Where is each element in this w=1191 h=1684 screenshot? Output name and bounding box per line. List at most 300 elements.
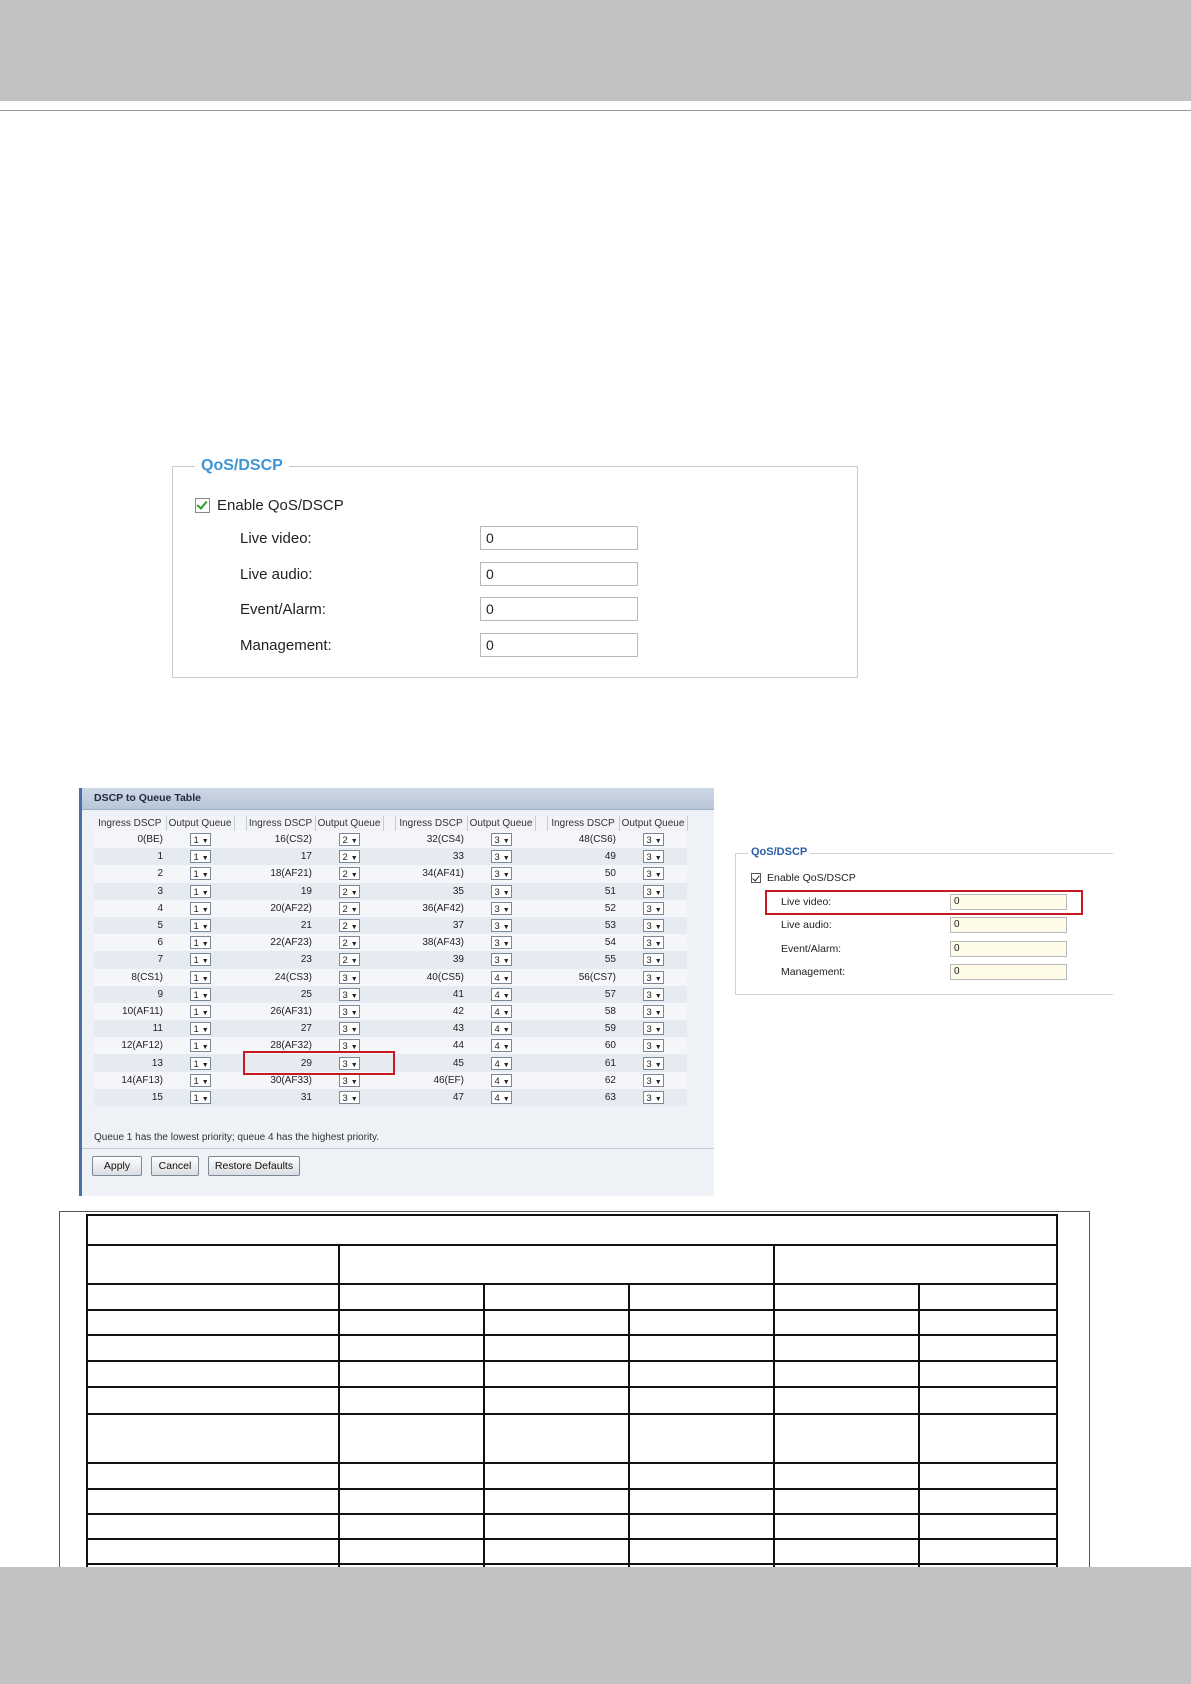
ingress-dscp-cell: 31 [246,1089,315,1106]
grid-cell [484,1514,629,1539]
dropdown-arrow-icon: ▼ [502,838,510,846]
ingress-dscp-cell: 20(AF22) [246,900,315,917]
column-spacer [383,816,395,831]
output-queue-select[interactable] [643,971,664,984]
output-queue-cell [315,934,383,951]
output-queue-select[interactable] [339,867,360,880]
ingress-dscp-cell: 59 [547,1020,619,1037]
queue-value: 1 [193,1092,199,1104]
output-queue-select[interactable] [491,936,512,949]
dropdown-arrow-icon: ▼ [201,1095,209,1103]
dropdown-arrow-icon: ▼ [201,1027,209,1035]
queue-value: 1 [193,835,199,847]
grid-cell [87,1284,339,1310]
ingress-dscp-cell: 5 [94,917,166,934]
grid-cell [629,1414,774,1463]
dscp-header-row [94,816,687,831]
grid-cell [629,1539,774,1564]
output-queue-select[interactable] [643,1074,664,1087]
output-queue-cell [315,900,383,917]
grid-cell [774,1335,919,1361]
grid-cell [484,1335,629,1361]
dscp-row [94,831,687,848]
output-queue-cell [166,831,234,848]
grid-cell [629,1361,774,1387]
queue-value: 3 [342,1075,348,1087]
column-spacer [234,1089,246,1106]
output-queue-select[interactable] [491,1005,512,1018]
column-spacer [383,934,395,951]
apply-button[interactable]: Apply [92,1156,142,1176]
output-queue-select[interactable] [339,919,360,932]
output-queue-select[interactable] [643,988,664,1001]
output-queue-select[interactable] [339,833,360,846]
highlight-live-video [765,890,1083,915]
output-queue-select[interactable] [190,1057,211,1070]
queue-value: 2 [342,835,348,847]
grid-row [87,1463,1057,1489]
grid-cell [339,1361,484,1387]
column-spacer [234,865,246,882]
small-live-audio-row [781,916,1067,934]
output-queue-cell [467,1054,535,1071]
cancel-button[interactable]: Cancel [151,1156,199,1176]
column-spacer [535,831,547,848]
output-queue-header: Output Queue [315,816,383,831]
column-spacer [234,986,246,1003]
output-queue-select[interactable] [643,919,664,932]
dscp-queue-panel [79,788,714,1196]
grid-cell [339,1245,774,1284]
small-live-video-label: Live video: [781,896,832,908]
queue-value: 3 [342,1092,348,1104]
grid-cell [629,1489,774,1514]
column-spacer [535,917,547,934]
queue-value: 1 [193,989,199,1001]
ingress-dscp-cell: 61 [547,1054,619,1071]
column-spacer [383,986,395,1003]
output-queue-select[interactable] [190,833,211,846]
ingress-dscp-header: Ingress DSCP [246,816,315,831]
output-queue-select[interactable] [339,1005,360,1018]
queue-value: 3 [646,955,652,967]
output-queue-cell [166,1037,234,1054]
output-queue-select[interactable] [491,1057,512,1070]
output-queue-select[interactable] [190,936,211,949]
highlight-af32-row [243,1051,395,1075]
small-management-row [781,963,1067,981]
column-spacer [535,934,547,951]
ingress-dscp-cell: 33 [395,848,467,865]
output-queue-cell [619,1020,687,1037]
queue-value: 3 [342,1058,348,1070]
dscp-row [94,1089,687,1106]
dropdown-arrow-icon: ▼ [201,958,209,966]
output-queue-cell [467,951,535,968]
output-queue-select[interactable] [190,1022,211,1035]
grid-cell [87,1361,339,1387]
output-queue-select[interactable] [190,1039,211,1052]
output-queue-select[interactable] [491,885,512,898]
queue-value: 2 [342,955,348,967]
queue-value: 3 [646,835,652,847]
grid-row [87,1387,1057,1414]
output-queue-cell [619,848,687,865]
queue-value: 1 [193,972,199,984]
output-queue-cell [166,969,234,986]
queue-value: 2 [342,938,348,950]
dropdown-arrow-icon: ▼ [201,1009,209,1017]
output-queue-cell [467,831,535,848]
dscp-panel-header [82,788,714,810]
output-queue-select[interactable] [643,1039,664,1052]
output-queue-select[interactable] [643,1057,664,1070]
ingress-dscp-cell: 26(AF31) [246,1003,315,1020]
queue-value: 3 [646,1041,652,1053]
dropdown-arrow-icon: ▼ [502,975,510,983]
column-spacer [383,1003,395,1020]
output-queue-select[interactable] [491,850,512,863]
small-management-input[interactable]: 0 [950,964,1067,980]
ingress-dscp-header: Ingress DSCP [94,816,166,831]
queue-value: 4 [494,1006,500,1018]
dropdown-arrow-icon: ▼ [201,941,209,949]
queue-value: 1 [193,886,199,898]
ingress-dscp-header: Ingress DSCP [395,816,467,831]
column-spacer [234,951,246,968]
output-queue-cell [166,848,234,865]
column-spacer [234,883,246,900]
small-live-video-input[interactable]: 0 [950,894,1067,910]
grid-cell [87,1245,339,1284]
grid-cell [339,1414,484,1463]
grid-row [87,1215,1057,1245]
output-queue-select[interactable] [339,885,360,898]
ingress-dscp-cell: 56(CS7) [547,969,619,986]
output-queue-select[interactable] [339,971,360,984]
output-queue-cell [166,951,234,968]
dscp-row [94,934,687,951]
output-queue-cell [619,1089,687,1106]
column-spacer [234,1020,246,1037]
column-spacer [535,883,547,900]
dropdown-arrow-icon: ▼ [654,1044,662,1052]
output-queue-cell [166,900,234,917]
output-queue-select[interactable] [491,1039,512,1052]
grid-cell [774,1539,919,1564]
ingress-dscp-cell: 48(CS6) [547,831,619,848]
live-audio-row [240,561,638,587]
qos-dscp-panel [172,457,858,678]
dropdown-arrow-icon: ▼ [654,1027,662,1035]
grid-cell [774,1310,919,1335]
column-spacer [535,900,547,917]
output-queue-cell [467,883,535,900]
ingress-dscp-cell: 12(AF12) [94,1037,166,1054]
output-queue-cell [166,917,234,934]
ingress-dscp-cell: 52 [547,900,619,917]
column-spacer [234,1003,246,1020]
output-queue-cell [619,831,687,848]
grid-row [87,1245,1057,1284]
dropdown-arrow-icon: ▼ [654,838,662,846]
ingress-dscp-cell: 57 [547,986,619,1003]
queue-value: 3 [646,938,652,950]
live-audio-label: Live audio: [240,565,313,583]
output-queue-select[interactable] [491,971,512,984]
grid-cell [87,1310,339,1335]
queue-value: 1 [193,1041,199,1053]
grid-cell [919,1387,1057,1414]
output-queue-header: Output Queue [467,816,535,831]
dropdown-arrow-icon: ▼ [654,889,662,897]
dropdown-arrow-icon: ▼ [350,958,358,966]
output-queue-cell [166,1072,234,1089]
output-queue-select[interactable] [491,867,512,880]
output-queue-select[interactable] [643,850,664,863]
grid-cell [484,1539,629,1564]
output-queue-select[interactable] [643,902,664,915]
output-queue-cell [467,1020,535,1037]
grid-cell [484,1489,629,1514]
output-queue-select[interactable] [491,833,512,846]
grid-cell [87,1215,1057,1245]
empty-grid-table [86,1214,1058,1617]
output-queue-select[interactable] [491,1022,512,1035]
output-queue-select[interactable] [643,867,664,880]
ingress-dscp-header: Ingress DSCP [547,816,619,831]
output-queue-select[interactable] [643,953,664,966]
dropdown-arrow-icon: ▼ [502,924,510,932]
output-queue-select[interactable] [190,988,211,1001]
column-spacer [535,1054,547,1071]
output-queue-select[interactable] [339,953,360,966]
live-video-row [240,525,638,551]
event-alarm-label: Event/Alarm: [240,600,326,618]
column-spacer [535,865,547,882]
output-queue-cell [619,986,687,1003]
dropdown-arrow-icon: ▼ [350,889,358,897]
enable-qos-row[interactable] [195,495,344,515]
output-queue-select[interactable] [190,867,211,880]
grid-cell [919,1489,1057,1514]
ingress-dscp-cell: 44 [395,1037,467,1054]
column-spacer [383,883,395,900]
dropdown-arrow-icon: ▼ [350,838,358,846]
grid-cell [919,1335,1057,1361]
dropdown-arrow-icon: ▼ [201,1078,209,1086]
column-spacer [535,969,547,986]
queue-value: 3 [494,886,500,898]
grid-cell [629,1463,774,1489]
grid-cell [339,1335,484,1361]
output-queue-select[interactable] [491,902,512,915]
column-spacer [234,969,246,986]
ingress-dscp-cell: 50 [547,865,619,882]
queue-value: 3 [646,1024,652,1036]
dropdown-arrow-icon: ▼ [502,1095,510,1103]
output-queue-cell [166,865,234,882]
grid-cell [919,1414,1057,1463]
output-queue-select[interactable] [643,936,664,949]
ingress-dscp-cell: 22(AF23) [246,934,315,951]
queue-value: 4 [494,989,500,1001]
output-queue-cell [467,1037,535,1054]
ingress-dscp-cell: 63 [547,1089,619,1106]
qos-dscp-small-panel [735,846,1113,995]
grid-cell [87,1387,339,1414]
output-queue-select[interactable] [339,850,360,863]
dropdown-arrow-icon: ▼ [502,1009,510,1017]
header-divider [0,110,1191,111]
output-queue-select[interactable] [190,902,211,915]
output-queue-select[interactable] [643,833,664,846]
grid-cell [339,1463,484,1489]
grid-row [87,1539,1057,1564]
column-spacer [383,900,395,917]
output-queue-select[interactable] [339,1091,360,1104]
queue-value: 3 [494,938,500,950]
dropdown-arrow-icon: ▼ [502,855,510,863]
output-queue-select[interactable] [190,971,211,984]
queue-value: 3 [494,903,500,915]
column-spacer [234,848,246,865]
column-spacer [234,900,246,917]
dropdown-arrow-icon: ▼ [350,924,358,932]
grid-cell [774,1514,919,1539]
column-spacer [234,917,246,934]
output-queue-cell [315,883,383,900]
dscp-row [94,969,687,986]
small-live-audio-input[interactable]: 0 [950,917,1067,933]
output-queue-select[interactable] [339,1022,360,1035]
output-queue-select[interactable] [339,1074,360,1087]
grid-cell [87,1489,339,1514]
dropdown-arrow-icon: ▼ [350,992,358,1000]
small-event-alarm-input[interactable]: 0 [950,941,1067,957]
queue-value: 3 [494,869,500,881]
output-queue-select[interactable] [190,953,211,966]
dropdown-arrow-icon: ▼ [201,1061,209,1069]
output-queue-select[interactable] [643,1022,664,1035]
enable-qos-small-row[interactable] [751,872,856,884]
queue-value: 1 [193,1024,199,1036]
grid-cell [629,1514,774,1539]
column-spacer [535,816,547,831]
output-queue-cell [619,883,687,900]
output-queue-select[interactable] [491,919,512,932]
enable-qos-label: Enable QoS/DSCP [217,496,344,514]
ingress-dscp-cell: 0(BE) [94,831,166,848]
grid-cell [339,1310,484,1335]
output-queue-select[interactable] [339,902,360,915]
output-queue-cell [315,986,383,1003]
output-queue-cell [619,1037,687,1054]
output-queue-select[interactable] [491,988,512,1001]
output-queue-select[interactable] [491,1074,512,1087]
column-spacer [535,986,547,1003]
dropdown-arrow-icon: ▼ [350,855,358,863]
output-queue-select[interactable] [190,850,211,863]
small-event-alarm-row [781,940,1067,958]
enable-qos-small-checkbox[interactable] [751,873,761,883]
queue-value: 2 [342,903,348,915]
column-spacer [535,1003,547,1020]
dropdown-arrow-icon: ▼ [502,1078,510,1086]
dropdown-arrow-icon: ▼ [654,1009,662,1017]
ingress-dscp-cell: 27 [246,1020,315,1037]
output-queue-select[interactable] [643,885,664,898]
queue-value: 1 [193,921,199,933]
dscp-row [94,1003,687,1020]
queue-value: 3 [646,1006,652,1018]
column-spacer [383,848,395,865]
dropdown-arrow-icon: ▼ [350,1044,358,1052]
output-queue-select[interactable] [190,919,211,932]
grid-cell [339,1514,484,1539]
queue-value: 1 [193,869,199,881]
ingress-dscp-cell: 47 [395,1089,467,1106]
grid-cell [339,1489,484,1514]
queue-value: 4 [494,1092,500,1104]
dropdown-arrow-icon: ▼ [350,975,358,983]
queue-value: 3 [646,921,652,933]
ingress-dscp-cell: 15 [94,1089,166,1106]
live-audio-input[interactable]: 0 [480,562,638,586]
restore-defaults-button[interactable]: Restore Defaults [208,1156,300,1176]
dropdown-arrow-icon: ▼ [502,872,510,880]
event-alarm-row [240,596,638,622]
grid-cell [919,1539,1057,1564]
output-queue-cell [315,969,383,986]
output-queue-cell [619,969,687,986]
management-input[interactable]: 0 [480,633,638,657]
output-queue-select[interactable] [491,1091,512,1104]
event-alarm-input[interactable]: 0 [480,597,638,621]
output-queue-select[interactable] [643,1091,664,1104]
small-management-label: Management: [781,966,846,978]
ingress-dscp-cell: 40(CS5) [395,969,467,986]
output-queue-cell [467,934,535,951]
dscp-panel-title: DSCP to Queue Table [94,792,201,804]
output-queue-select[interactable] [339,988,360,1001]
grid-row [87,1361,1057,1387]
output-queue-select[interactable] [491,953,512,966]
queue-value: 1 [193,938,199,950]
output-queue-select[interactable] [190,885,211,898]
grid-cell [339,1284,484,1310]
output-queue-select[interactable] [190,1074,211,1087]
live-video-input[interactable]: 0 [480,526,638,550]
dropdown-arrow-icon: ▼ [654,941,662,949]
output-queue-cell [166,934,234,951]
output-queue-select[interactable] [190,1005,211,1018]
output-queue-select[interactable] [190,1091,211,1104]
enable-qos-checkbox[interactable] [195,498,210,513]
output-queue-cell [619,951,687,968]
output-queue-select[interactable] [643,1005,664,1018]
qos-small-title: QoS/DSCP [748,846,810,858]
output-queue-select[interactable] [339,936,360,949]
grid-cell [919,1310,1057,1335]
grid-row [87,1310,1057,1335]
output-queue-cell [166,986,234,1003]
ingress-dscp-cell: 46(EF) [395,1072,467,1089]
output-queue-cell [315,1020,383,1037]
ingress-dscp-cell: 43 [395,1020,467,1037]
grid-row [87,1284,1057,1310]
ingress-dscp-cell: 51 [547,883,619,900]
